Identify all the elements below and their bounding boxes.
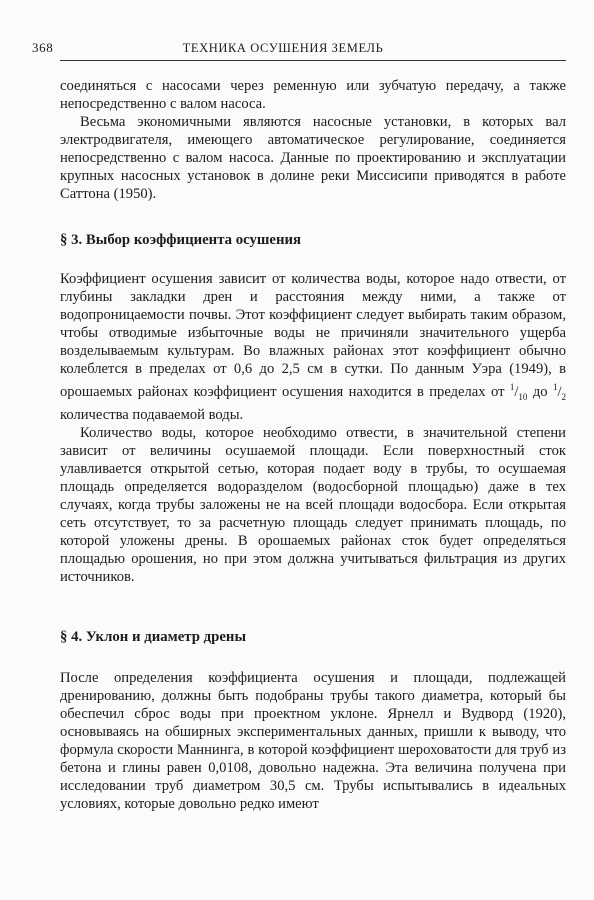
section-3-heading: § 3. Выбор коэффициента осушения	[60, 232, 302, 248]
paragraph-text-part: количества подаваемой воды.	[60, 406, 244, 423]
page-number: 368	[32, 40, 54, 55]
fraction-denominator: 10	[518, 391, 528, 402]
paragraph-slope-diameter: После определения коэффициента осушения и площади, подлежащей дренированию, должны быть подобраны трубы такого диаметра, который бы обеспечил сброс воды при проектном уклоне. Ярнелл и Вудворд (1920), основываясь на обширных экспериментальных данных, пришли к выводу, что формула скорости Маннинга, в которой коэффициент шероховатости для труб из бетона и глины равен 0,0108, довольно надежна. Эта величина получена при исследовании труб диаметром 30,5 см. Трубы испытывались в идеальных условиях, которые довольно редко имеют	[60, 669, 566, 812]
paragraph-text-part: до	[527, 383, 553, 400]
paragraph-pumping-stations: Весьма экономичными являются насосные установки, в которых вал электродвигателя, имеющего автоматическое регулирование, соединяется непосредственно с валом насоса. Данные по проектированию и эксплуатации крупных насосных установок в долине реки Миссисипи приводятся в работе Саттона (1950).	[60, 114, 566, 202]
section-3-text	[60, 270, 566, 586]
section-4-text	[60, 669, 566, 813]
paragraph-continuation: соединяться с насосами через ременную или зубчатую передачу, а также непосредственно с валом насоса.	[60, 78, 566, 112]
fraction-one-half: $^1/_2$	[552, 382, 566, 402]
section-4-heading: § 4. Уклон и диаметр дрены	[60, 628, 247, 645]
fraction-numerator: 1	[552, 382, 558, 392]
running-head	[32, 40, 566, 61]
fraction-numerator: 1	[509, 382, 515, 392]
running-title: ТЕХНИКА ОСУШЕНИЯ ЗЕМЕЛЬ	[182, 41, 384, 55]
paragraph-drainage-coefficient	[60, 270, 566, 424]
book-page	[32, 40, 566, 813]
fraction-denominator: 2	[561, 391, 566, 402]
top-text	[60, 77, 566, 203]
paragraph-water-quantity: Количество воды, которое необходимо отвести, в значительной степени зависит от величины осушаемой площади. Если поверхностный сток улавливается открытой сетью, которая подает воду в трубы, то осушаемая площадь определяется водоразделом (водосборной площадью) даже в тех случаях, когда трубы заложены не на всей площади водосбора. Если открытая сеть отсутствует, то за расчетную площадь следует принимать площадь, по которой уложены дрены. В орошаемых районах сток будет определяться площадью орошения, но при этом должна учитываться фильтрация из других источников.	[60, 424, 566, 585]
paragraph-text-part: Коэффициент осушения зависит от количества воды, которое надо отвести, от глубины закладки дрен и расстояния между ними, а также от водопроницаемости почвы. Этот коэффициент следует выбирать таким образом, чтобы отводимые избыточные воды не причиняли значительного ущерба возделываемым культурам. Во влажных районах этот коэффициент обычно колеблется в пределах от 0,6 до 2,5 см в сутки. По данным Уэра (1949), в орошаемых районах коэффициент осушения находится в пределах от	[60, 271, 566, 400]
fraction-one-tenth: $^1/_{10}$	[509, 382, 528, 402]
